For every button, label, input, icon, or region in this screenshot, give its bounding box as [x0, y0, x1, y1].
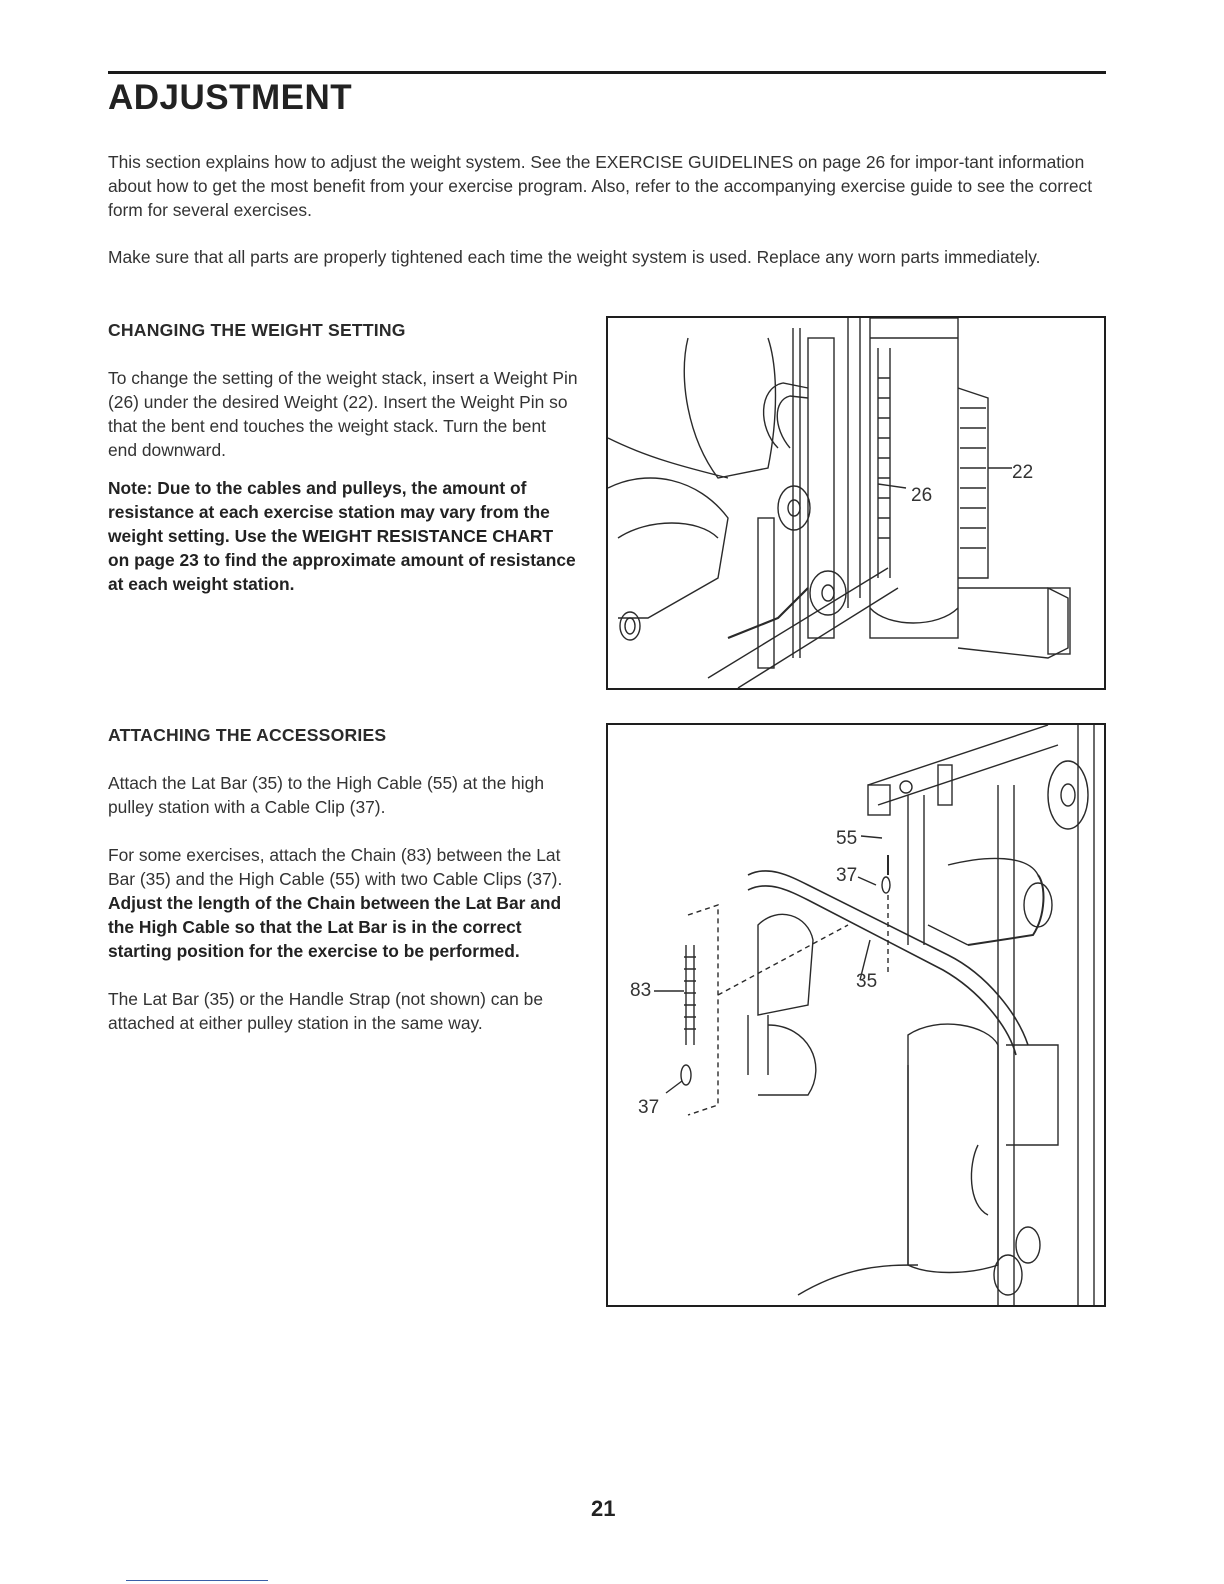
- intro-paragraph-2: Make sure that all parts are properly tightened each time the weight system is used. Replace any worn parts immediately.: [108, 247, 1041, 267]
- intro-paragraph-1: This section explains how to adjust the weight system. See the EXERCISE GUIDELINES on page 26 for impor-tant information about how to get the most benefit from your exercise program. Also, refer to the accompanying exercise guide to see the correct form for several exercises.: [108, 152, 1093, 220]
- callout-35: 35: [856, 971, 878, 992]
- callout-55: 55: [836, 828, 858, 849]
- callout-37-bottom: 37: [638, 1097, 660, 1118]
- title-rule: [108, 71, 1106, 74]
- accessories-body-2-plain: For some exercises, attach the Chain (83) between the Lat Bar (35) and the High Cable (55) with two Cable Clips (37).: [108, 845, 563, 889]
- accessories-body-3: The Lat Bar (35) or the Handle Strap (not shown) can be attached at either pulley station in the same way.: [108, 989, 544, 1033]
- accessories-figure: [606, 723, 1106, 1307]
- accessories-body-2-bold: Adjust the length of the Chain between the Lat Bar and the High Cable so that the Lat Bar is in the correct starting position for the exercise to be performed.: [108, 893, 562, 961]
- callout-83: 83: [630, 980, 652, 1001]
- callout-26: 26: [911, 485, 933, 506]
- weight-setting-body: To change the setting of the weight stack, insert a Weight Pin (26) under the desired Weight (22). Insert the Weight Pin so that the bent end touches the weight stack. Turn the bent end downward.: [108, 368, 578, 460]
- callout-22: 22: [1012, 462, 1034, 483]
- accessories-heading: ATTACHING THE ACCESSORIES: [108, 725, 387, 745]
- accessories-body-1: Attach the Lat Bar (35) to the High Cable (55) at the high pulley station with a Cable Clip (37).: [108, 773, 544, 817]
- weight-setting-section: [108, 318, 578, 596]
- callout-37-top: 37: [836, 865, 858, 886]
- page-number: 21: [591, 1496, 616, 1521]
- weight-setting-heading: CHANGING THE WEIGHT SETTING: [108, 320, 406, 340]
- weight-stack-illustration: [608, 318, 1104, 688]
- accessories-section: [108, 723, 578, 1035]
- weight-setting-note: Note: Due to the cables and pulleys, the amount of resistance at each exercise station may vary from the weight setting. Use the WEIGHT RESISTANCE CHART on page 23 to find the approximate amount of resistance at each weight station.: [108, 478, 576, 594]
- page-title: ADJUSTMENT: [108, 78, 353, 117]
- accessories-body-2: [108, 843, 578, 963]
- footer-line: [126, 1580, 268, 1581]
- accessories-illustration: [608, 725, 1104, 1305]
- weight-stack-figure: [606, 316, 1106, 690]
